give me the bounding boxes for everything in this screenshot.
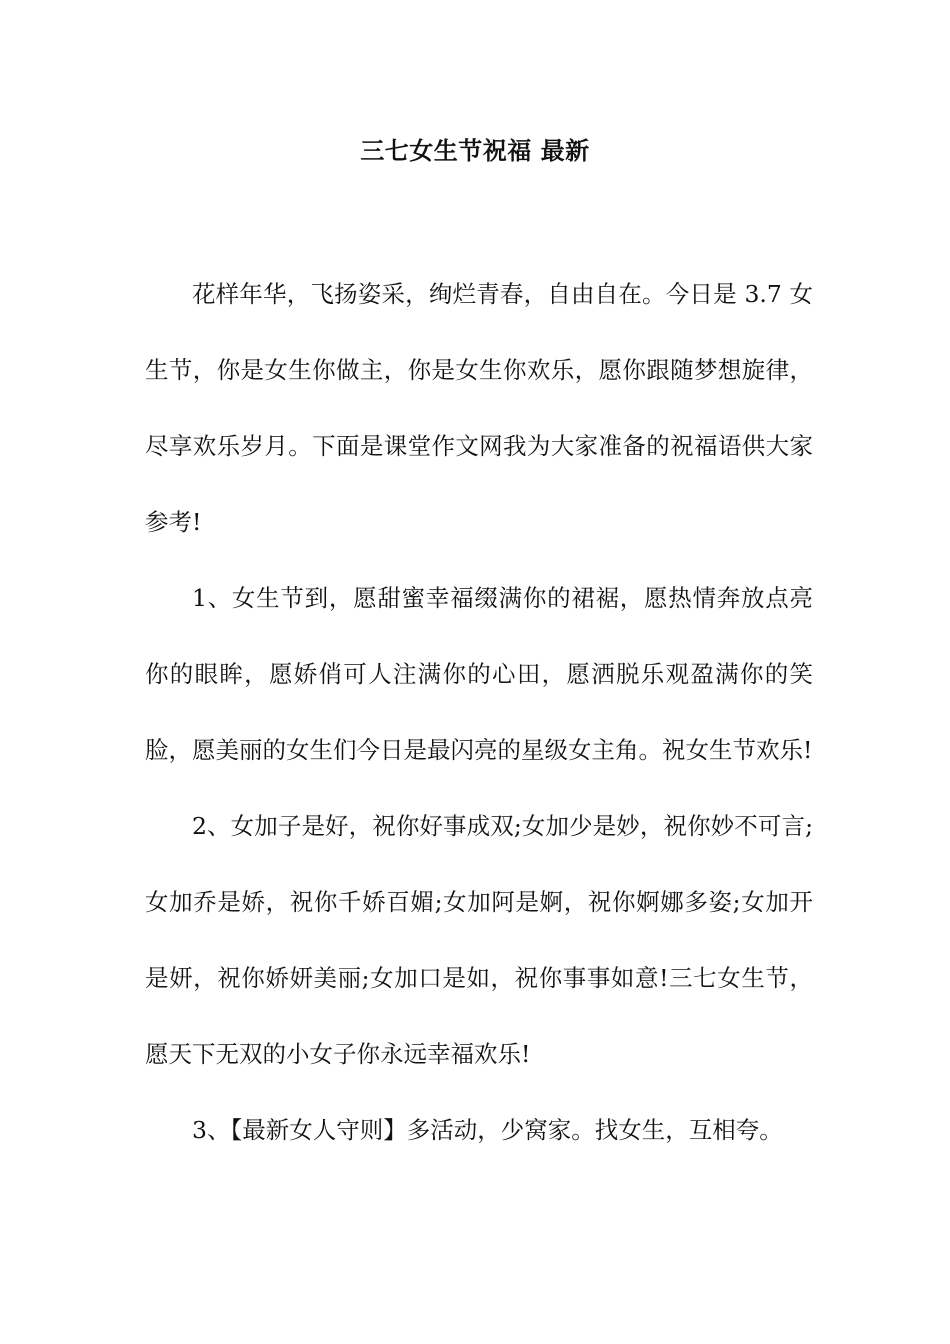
document-body — [145, 256, 813, 1168]
intro-paragraph: 花样年华，飞扬姿采，绚烂青春，自由自在。今日是 3.7 女生节，你是女生你做主，你是女生你欢乐，愿你跟随梦想旋律，尽享欢乐岁月。下面是课堂作文网我为大家准备的祝福语供大家参考! — [145, 280, 813, 536]
wish-paragraph-2: 2、女加子是好，祝你好事成双;女加少是妙，祝你妙不可言;女加乔是娇，祝你千娇百媚;女加阿是婀，祝你婀娜多姿;女加开是妍，祝你娇妍美丽;女加口是如，祝你事事如意!三七女生节，愿天下无双的小女子你永远幸福欢乐! — [145, 812, 813, 1068]
wish-paragraph-1: 1、女生节到，愿甜蜜幸福缀满你的裙裾，愿热情奔放点亮你的眼眸，愿娇俏可人注满你的心田，愿洒脱乐观盈满你的笑脸，愿美丽的女生们今日是最闪亮的星级女主角。祝女生节欢乐! — [145, 584, 813, 764]
wish-paragraph-3: 3、【最新女人守则】多活动，少窝家。找女生，互相夸。 — [192, 1116, 783, 1144]
document-title: 三七女生节祝福 最新 — [360, 136, 590, 165]
